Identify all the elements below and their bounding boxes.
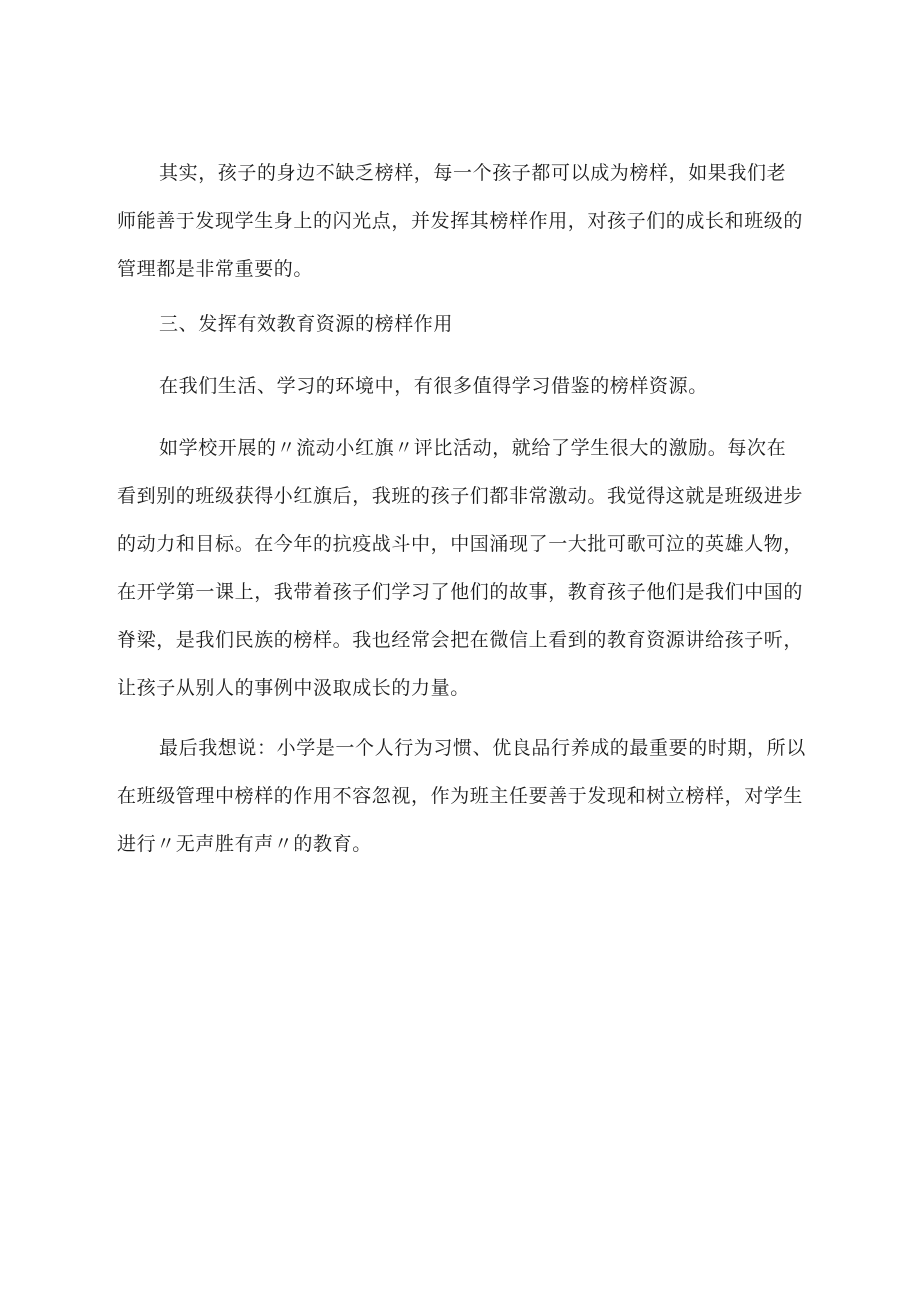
paragraph-1-line-1: 其实，孩子的身边不缺乏榜样，每一个孩子都可以成为榜样，如果我们老 <box>159 162 787 184</box>
paragraph-1-line-2: 师能善于发现学生身上的闪光点，并发挥其榜样作用，对孩子们的成长和班级的 <box>117 210 804 232</box>
paragraph-1-line-3: 管理都是非常重要的。 <box>117 258 314 280</box>
paragraph-3-line-4: 在开学第一课上，我带着孩子们学习了他们的故事，教育孩子他们是我们中国的 <box>117 581 804 603</box>
section-heading: 三、发挥有效教育资源的榜样作用 <box>159 313 454 335</box>
paragraph-4-line-2: 在班级管理中榜样的作用不容忽视，作为班主任要善于发现和树立榜样，对学生 <box>117 785 804 807</box>
paragraph-3-line-3: 的动力和目标。在今年的抗疫战斗中，中国涌现了一大批可歌可泣的英雄人物， <box>117 533 804 555</box>
paragraph-3-line-6: 让孩子从别人的事例中汲取成长的力量。 <box>117 677 470 699</box>
paragraph-3-line-1: 如学校开展的〃流动小红旗〃评比活动，就给了学生很大的激励。每次在 <box>159 437 787 459</box>
paragraph-3-line-2: 看到别的班级获得小红旗后，我班的孩子们都非常激动。我觉得这就是班级进步 <box>117 485 804 507</box>
paragraph-3-line-5: 脊梁，是我们民族的榜样。我也经常会把在微信上看到的教育资源讲给孩子听， <box>117 629 804 651</box>
paragraph-2-line-1: 在我们生活、学习的环境中，有很多值得学习借鉴的榜样资源。 <box>159 375 708 397</box>
paragraph-4-line-1: 最后我想说：小学是一个人行为习惯、优良品行养成的最重要的时期，所以 <box>159 737 806 759</box>
paragraph-4-line-3: 进行〃无声胜有声〃的教育。 <box>117 833 372 855</box>
